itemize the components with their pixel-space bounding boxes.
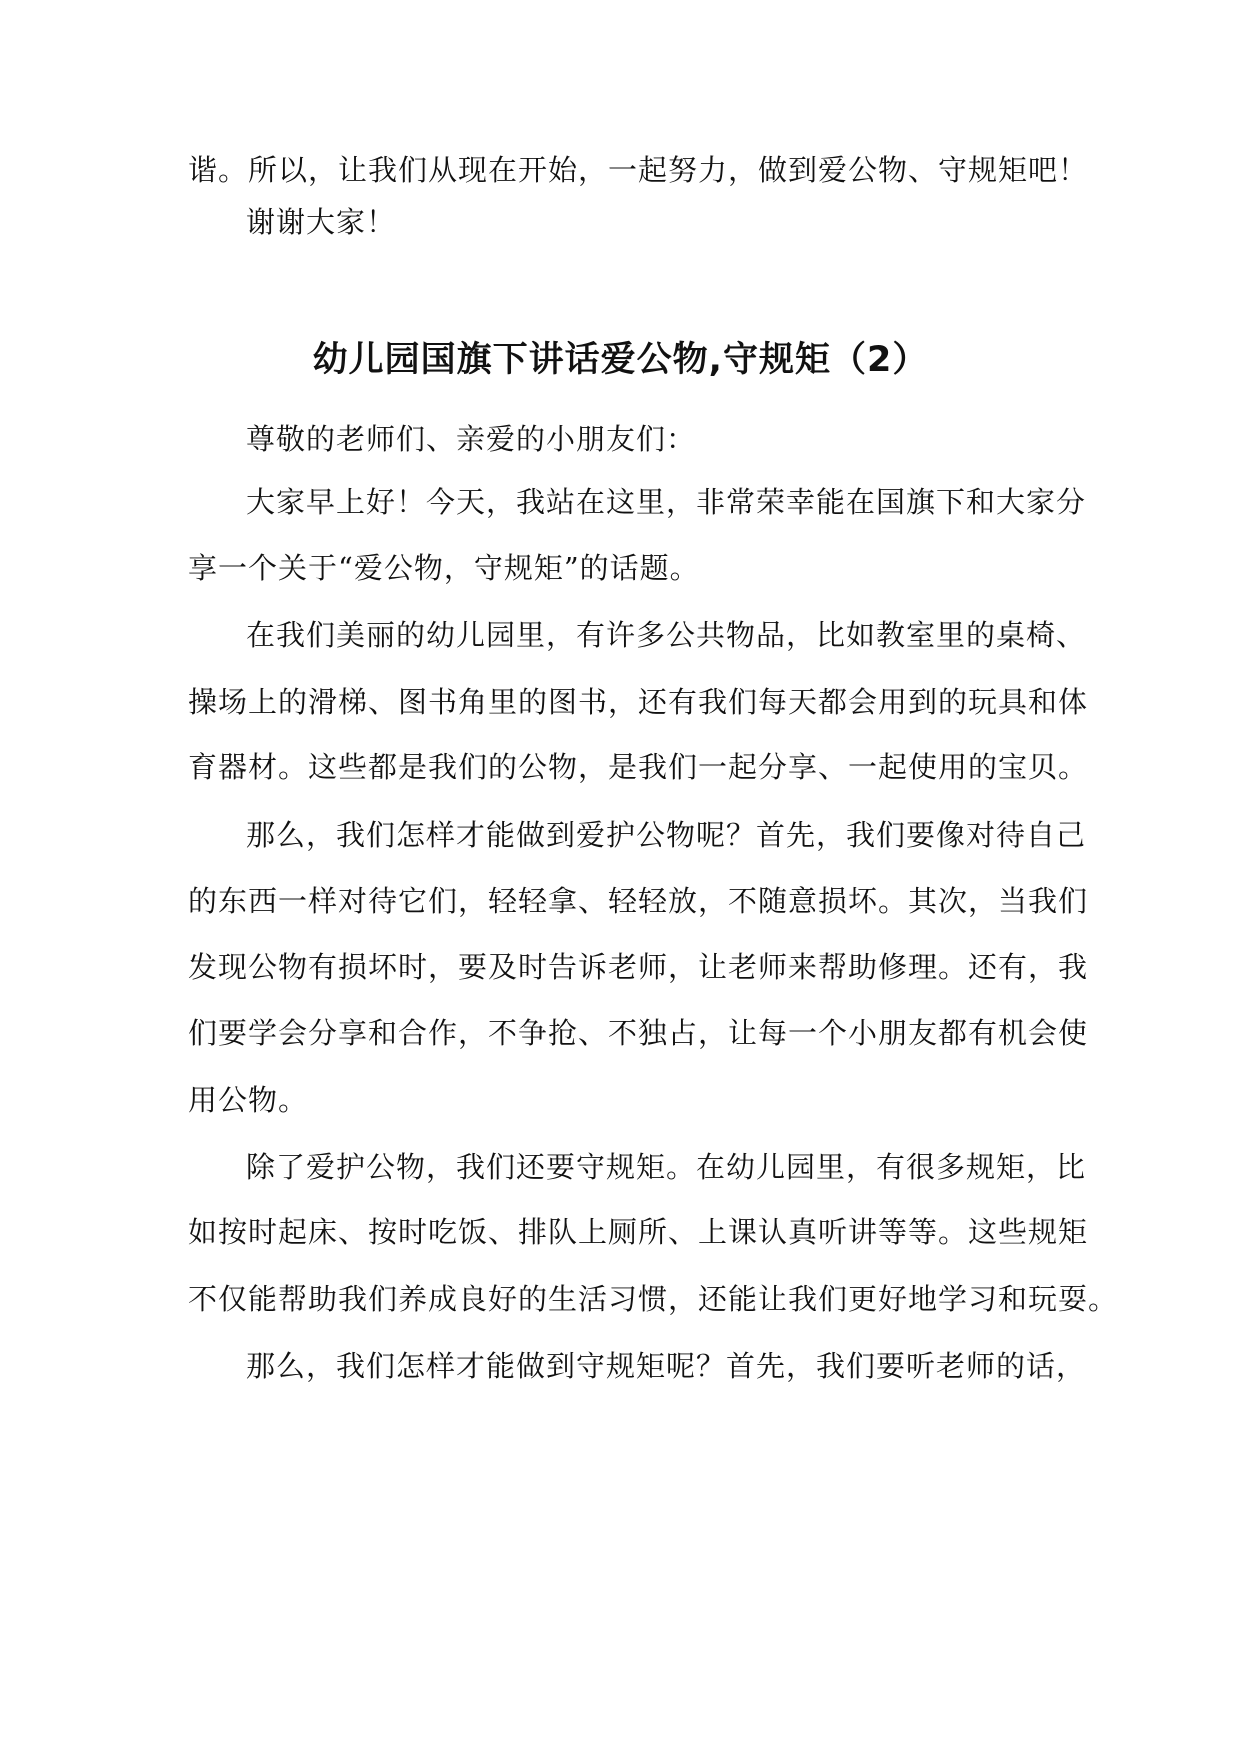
text-line: 那么，我们怎样才能做到爱护公物呢？首先，我们要像对待自己 (246, 818, 1087, 852)
text-line: 谢谢大家！ (246, 205, 397, 239)
text-line: 大家早上好！今天，我站在这里，非常荣幸能在国旗下和大家分 (246, 485, 1087, 519)
text-line: 们要学会分享和合作，不争抢、不独占，让每一个小朋友都有机会使 (188, 1016, 1089, 1050)
text-line: 谐。所以，让我们从现在开始，一起努力，做到爱公物、守规矩吧！ (188, 153, 1089, 187)
text-line: 在我们美丽的幼儿园里，有许多公共物品，比如教室里的桌椅、 (246, 618, 1087, 652)
text-line: 操场上的滑梯、图书角里的图书，还有我们每天都会用到的玩具和体 (188, 685, 1089, 719)
text-line: 不仅能帮助我们养成良好的生活习惯，还能让我们更好地学习和玩耍。 (188, 1282, 1119, 1316)
text-line: 用公物。 (188, 1083, 309, 1117)
text-line: 的东西一样对待它们，轻轻拿、轻轻放，不随意损坏。其次，当我们 (188, 884, 1089, 918)
text-line: 如按时起床、按时吃饭、排队上厕所、上课认真听讲等等。这些规矩 (188, 1215, 1089, 1249)
text-line: 育器材。这些都是我们的公物，是我们一起分享、一起使用的宝贝。 (188, 750, 1089, 784)
document-title: 幼儿园国旗下讲话爱公物,守规矩（2） (312, 340, 929, 380)
text-line: 享一个关于“爱公物，守规矩”的话题。 (188, 551, 700, 585)
text-line: 除了爱护公物，我们还要守规矩。在幼儿园里，有很多规矩，比 (246, 1150, 1087, 1184)
text-line: 尊敬的老师们、亲爱的小朋友们： (246, 422, 697, 456)
text-line: 发现公物有损坏时，要及时告诉老师，让老师来帮助修理。还有，我 (188, 950, 1089, 984)
text-line: 那么，我们怎样才能做到守规矩呢？首先，我们要听老师的话， (246, 1349, 1087, 1383)
